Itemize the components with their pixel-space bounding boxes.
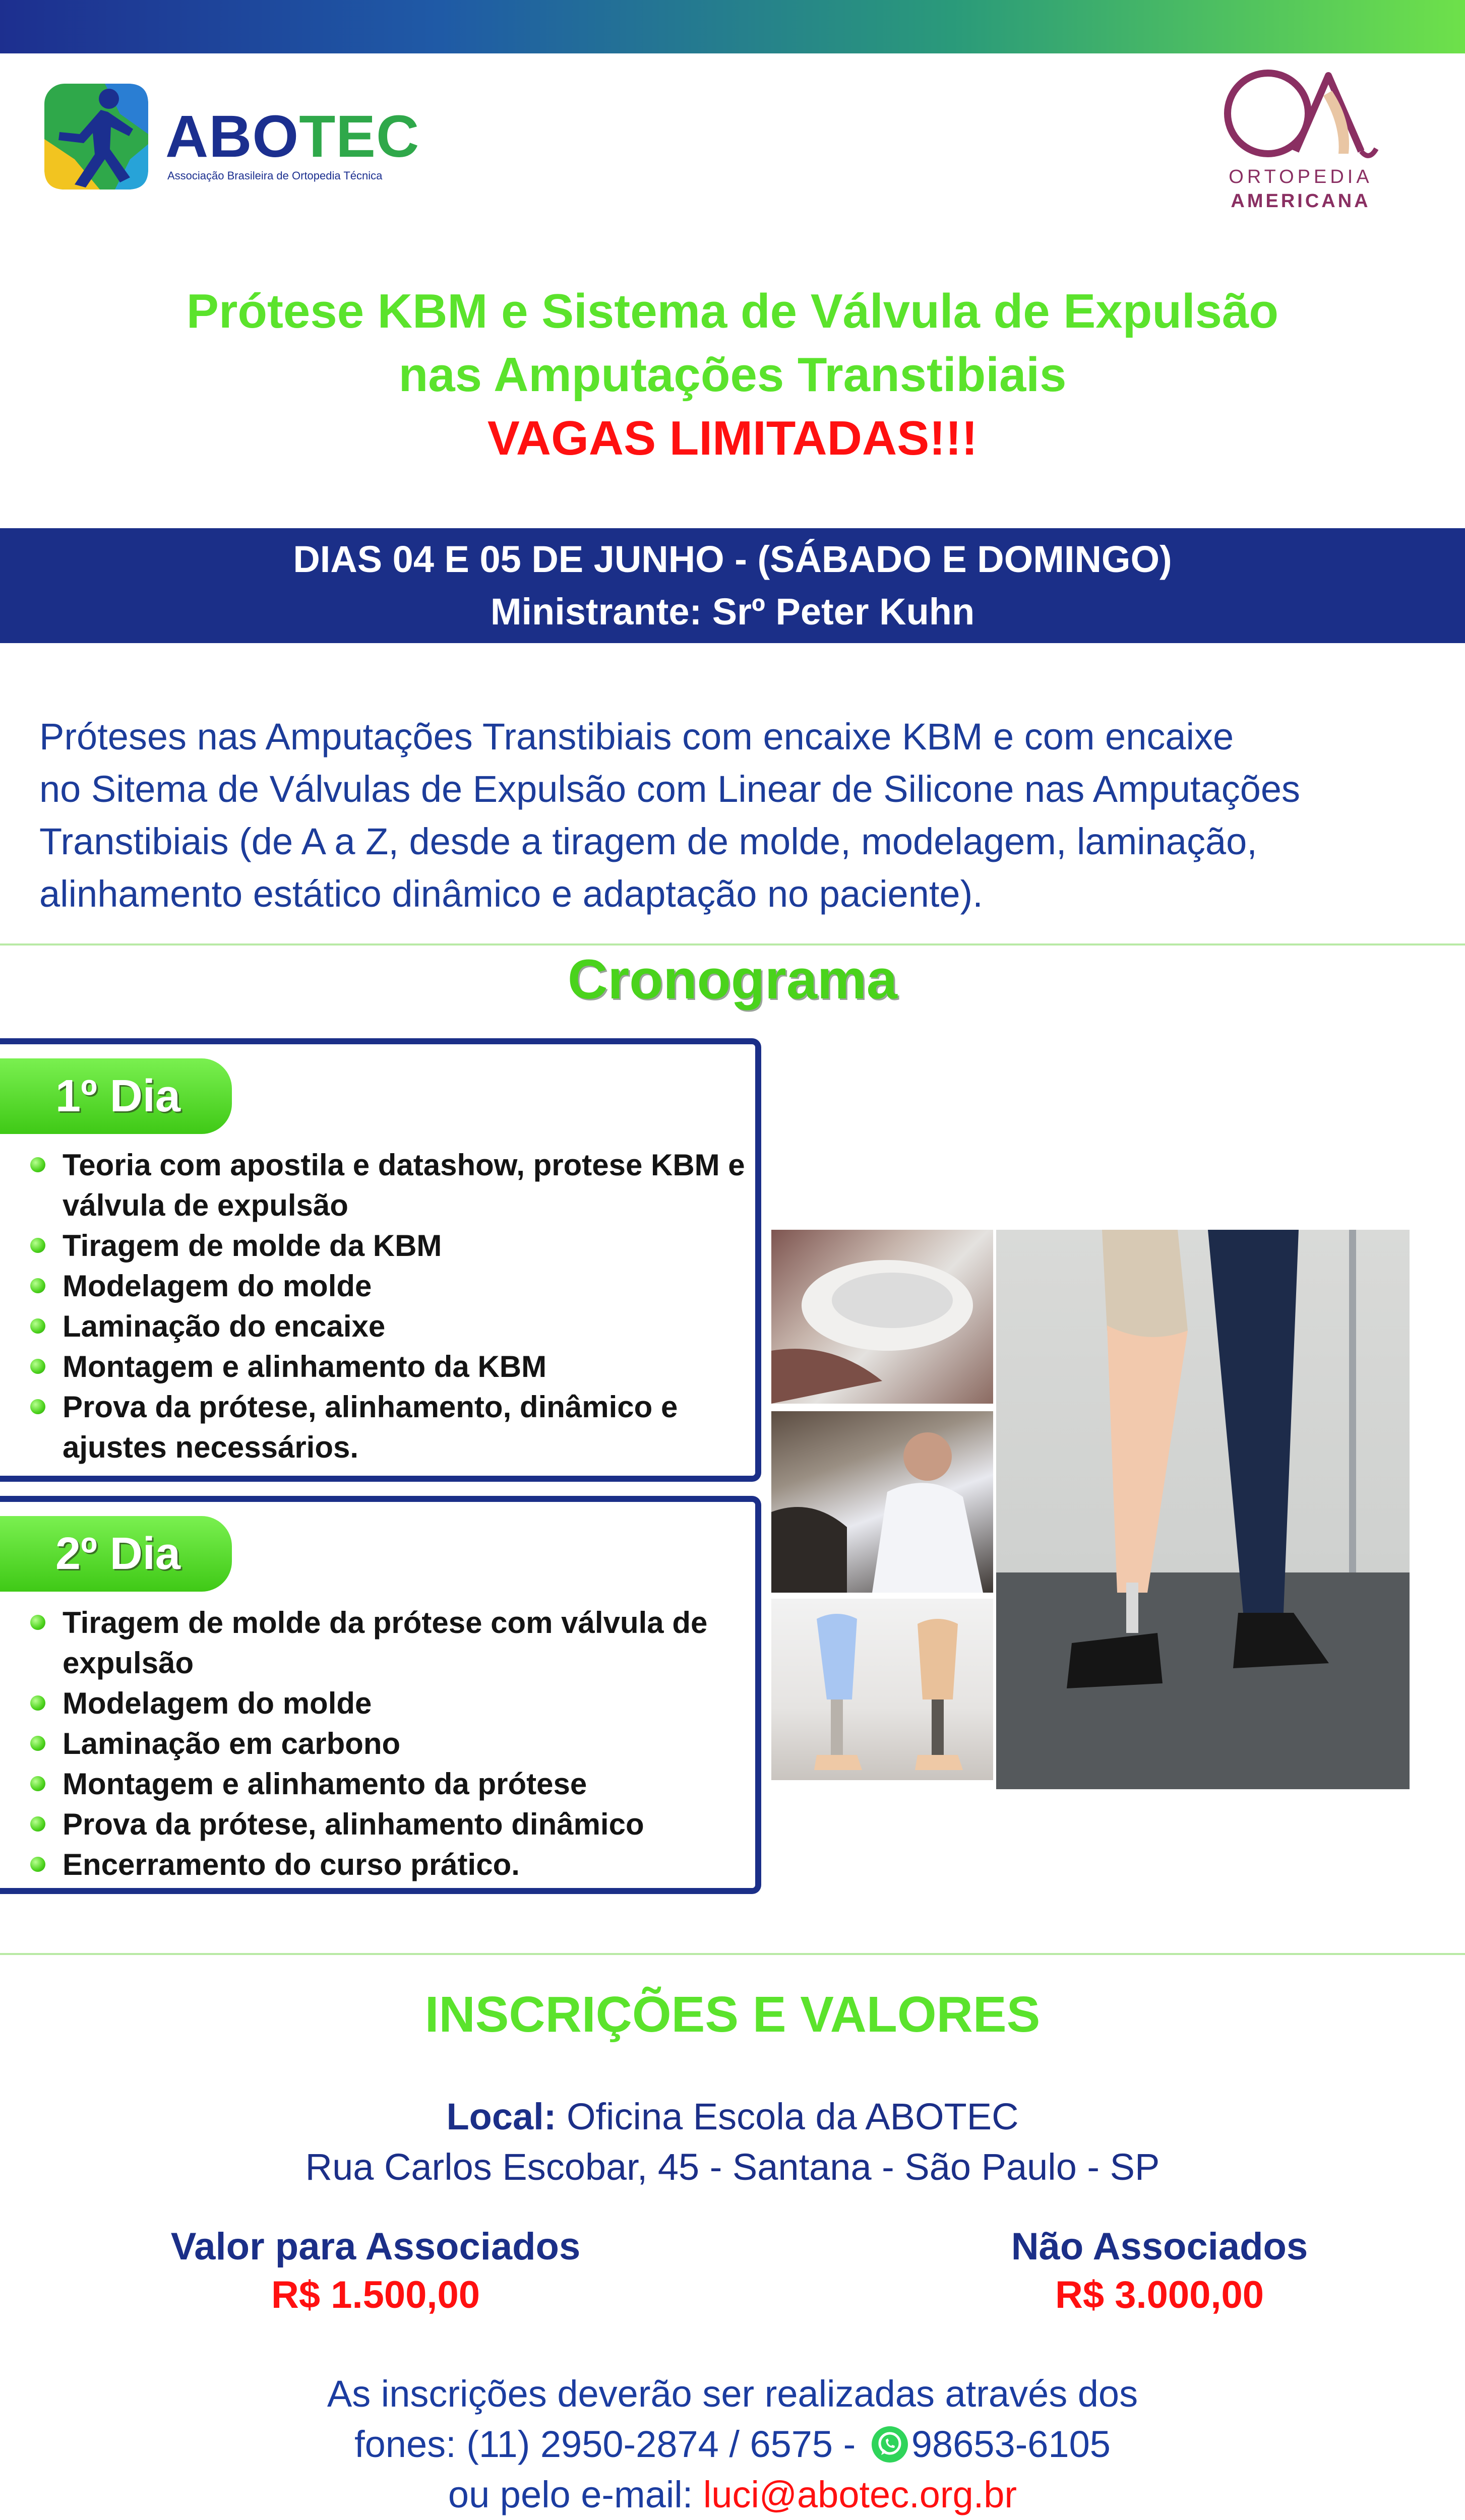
oa-monogram-icon [1220, 66, 1381, 161]
list-item: Prova da prótese, alinhamento, dinâmico e ajustes necessários. [30, 1387, 751, 1468]
contact-whatsapp[interactable]: 98653-6105 [911, 2423, 1111, 2465]
title-line1: Prótese KBM e Sistema de Válvula de Expulsão [186, 284, 1279, 338]
photo-technician-art [771, 1411, 993, 1593]
photo-prostheses-art [771, 1599, 993, 1780]
photo-molding-art [771, 1230, 993, 1404]
contact-phones-line [0, 2419, 1465, 2470]
contact-email-line [0, 2470, 1465, 2520]
venue-label: Local: [446, 2096, 557, 2137]
contact-line1: As inscrições deverão ser realizadas através dos [327, 2373, 1138, 2415]
description-line3: Transtibiais (de A a Z, desde a tiragem de molde, modelagem, laminação, [39, 821, 1257, 862]
photo-prosthesis-leg-art [996, 1230, 1410, 1789]
venue [0, 2092, 1465, 2192]
green-dot-icon [30, 1615, 45, 1630]
day1-label: 1º Dia [0, 1058, 232, 1134]
contact-info [0, 2369, 1465, 2520]
page-title [0, 280, 1465, 470]
green-dot-icon [30, 1736, 45, 1751]
green-dot-icon [30, 1238, 45, 1253]
list-item: Montagem e alinhamento da KBM [30, 1347, 751, 1387]
divider-bottom [0, 1953, 1465, 1955]
venue-name: Oficina Escola da ABOTEC [566, 2096, 1019, 2137]
schedule-heading: Cronograma [568, 949, 897, 1011]
green-dot-icon [30, 1816, 45, 1832]
list-item: Encerramento do curso prático. [30, 1845, 751, 1885]
price-nonmembers-label: Não Associados [1011, 2225, 1308, 2268]
list-item: Laminação do encaixe [30, 1306, 751, 1347]
abotec-name-b: TEC [299, 103, 420, 170]
list-item: Tiragem de molde da prótese com válvula de expulsão [30, 1603, 751, 1683]
photo-technician [771, 1411, 993, 1593]
abotec-wordmark [165, 103, 420, 170]
green-dot-icon [30, 1318, 45, 1334]
ortopedia-americana-logo [1210, 66, 1391, 217]
price-nonmembers-value: R$ 3.000,00 [1055, 2274, 1264, 2316]
list-item: Laminação em carbono [30, 1724, 751, 1764]
green-dot-icon [30, 1399, 45, 1414]
price-members-label: Valor para Associados [170, 2225, 581, 2268]
day1-list [30, 1145, 751, 1468]
list-item: Teoria com apostila e datashow, protese KBM e válvula de expulsão [30, 1145, 751, 1226]
list-item: Tiragem de molde da KBM [30, 1226, 751, 1266]
description-line4: alinhamento estático dinâmico e adaptação no paciente). [39, 873, 983, 915]
list-item: Prova da prótese, alinhamento dinâmico [30, 1804, 751, 1845]
band-instructor: Ministrante: Srº Peter Kuhn [490, 591, 975, 633]
abotec-subtitle: Associação Brasileira de Ortopedia Técnica [167, 169, 383, 182]
day1-box [0, 1038, 761, 1482]
title-vagas-limitadas: VAGAS LIMITADAS!!! [487, 411, 978, 465]
whatsapp-icon [871, 2426, 908, 2463]
registration-heading: INSCRIÇÕES E VALORES [424, 1986, 1041, 2043]
price-members-value: R$ 1.500,00 [271, 2274, 480, 2316]
contact-email-prefix: ou pelo e-mail: [448, 2474, 693, 2515]
venue-address: Rua Carlos Escobar, 45 - Santana - São Paulo - SP [305, 2146, 1160, 2188]
description-line2: no Sitema de Válvulas de Expulsão com Linear de Silicone nas Amputações [39, 768, 1301, 810]
contact-phones[interactable]: fones: (11) 2950-2874 / 6575 - [354, 2423, 856, 2465]
title-line2: nas Amputações Transtibiais [398, 348, 1067, 402]
green-dot-icon [30, 1278, 45, 1293]
oa-text-line1: ORTOPEDIA [1229, 166, 1373, 187]
green-dot-icon [30, 1776, 45, 1791]
divider-top [0, 943, 1465, 946]
green-dot-icon [30, 1359, 45, 1374]
day2-label: 2º Dia [0, 1516, 232, 1592]
contact-email-link[interactable]: luci@abotec.org.br [703, 2474, 1017, 2515]
list-item: Montagem e alinhamento da prótese [30, 1764, 751, 1804]
green-dot-icon [30, 1695, 45, 1711]
abotec-logo [44, 81, 420, 197]
day2-list [30, 1603, 751, 1885]
photo-molding [771, 1230, 993, 1404]
description-line1: Próteses nas Amputações Transtibiais com encaixe KBM e com encaixe [39, 716, 1234, 758]
course-description [39, 711, 1441, 920]
abotec-name-a: ABO [165, 103, 299, 170]
photo-prostheses [771, 1599, 993, 1780]
list-item: Modelagem do molde [30, 1683, 751, 1724]
top-gradient-bar [0, 0, 1465, 53]
photo-prosthesis-leg [996, 1230, 1410, 1789]
date-band [0, 528, 1465, 643]
list-item: Modelagem do molde [30, 1266, 751, 1306]
green-dot-icon [30, 1157, 45, 1172]
price-nonmembers [857, 2223, 1462, 2319]
green-dot-icon [30, 1857, 45, 1872]
runner-logo-icon [44, 84, 148, 190]
day2-box [0, 1496, 761, 1894]
price-members [73, 2223, 678, 2319]
band-dates: DIAS 04 E 05 DE JUNHO - (SÁBADO E DOMINGO) [293, 538, 1172, 580]
oa-text-line2: AMERICANA [1231, 191, 1371, 212]
